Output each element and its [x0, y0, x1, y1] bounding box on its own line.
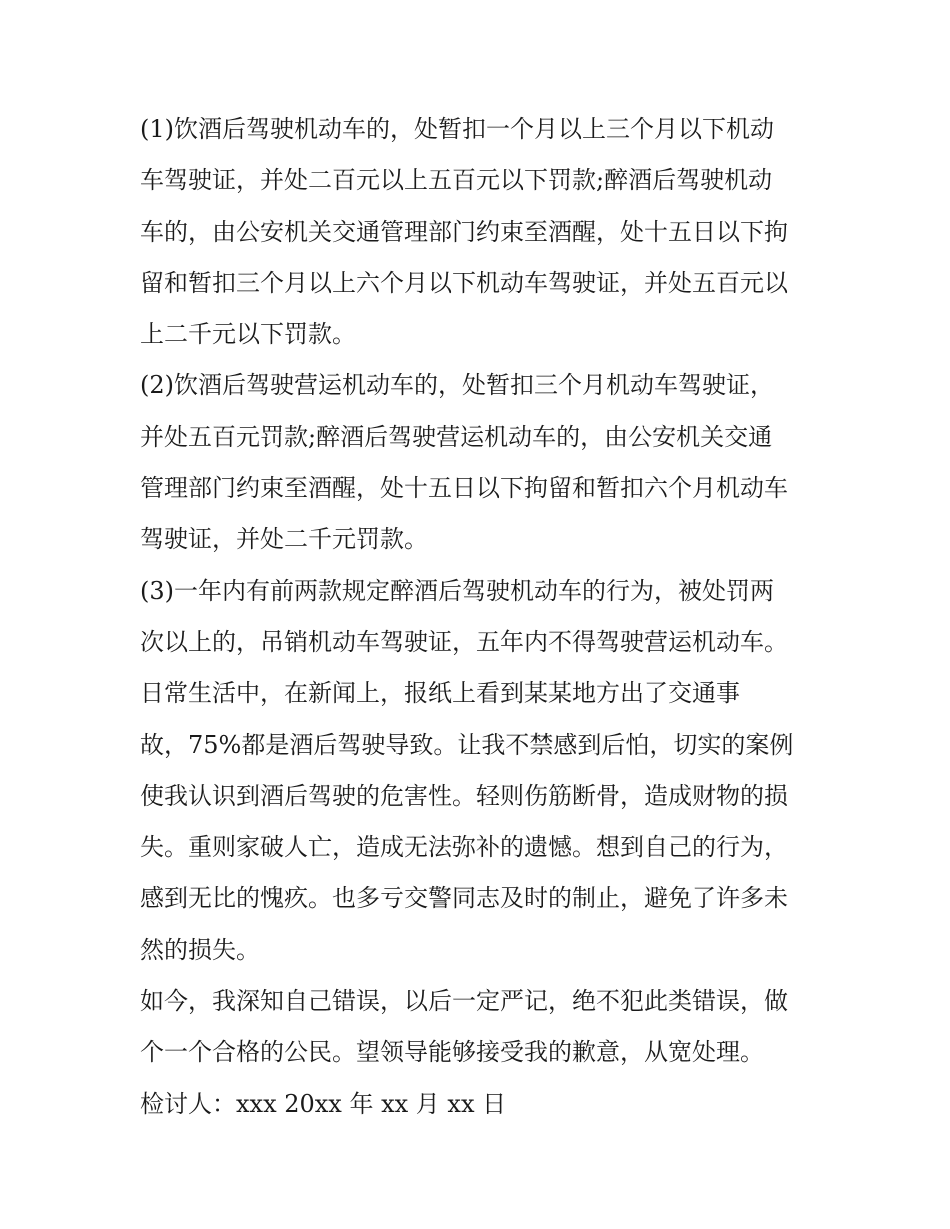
text-line: 驾驶证，并处二千元罚款。 — [140, 525, 428, 554]
text-line: 使我认识到酒后驾驶的危害性。轻则伤筋断骨，造成财物的损 — [140, 781, 788, 810]
text-line: 失。重则家破人亡，造成无法弥补的遗憾。想到自己的行为， — [140, 833, 788, 862]
text-line: 车驾驶证，并处二百元以上五百元以下罚款;醉酒后驾驶机动 — [140, 166, 773, 195]
document-body — [140, 104, 820, 1130]
text-line: 日常生活中，在新闻上，报纸上看到某某地方出了交通事 — [140, 679, 740, 708]
text-line: (1)饮酒后驾驶机动车的，处暂扣一个月以上三个月以下机动 — [140, 115, 774, 143]
text-line: (2)饮酒后驾驶营运机动车的，处暂扣三个月机动车驾驶证， — [140, 371, 774, 400]
text-line: 留和暂扣三个月以上六个月以下机动车驾驶证，并处五百元以 — [140, 268, 788, 297]
text-line: 故，75%都是酒后驾驶导致。让我不禁感到后怕，切实的案例 — [140, 730, 794, 759]
text-line: 管理部门约束至酒醒，处十五日以下拘留和暂扣六个月机动车 — [140, 474, 788, 503]
text-line: 次以上的，吊销机动车驾驶证，五年内不得驾驶营运机动车。 — [140, 627, 788, 656]
text-line: 如今，我深知自己错误，以后一定严记，绝不犯此类错误，做 — [140, 987, 788, 1016]
signature-line: 检讨人：xxx 20xx 年 xx 月 xx 日 — [140, 1089, 507, 1118]
text-line: 并处五百元罚款;醉酒后驾驶营运机动车的，由公安机关交通 — [140, 422, 773, 451]
text-line: 然的损失。 — [140, 935, 260, 964]
text-line: (3)一年内有前两款规定醉酒后驾驶机动车的行为，被处罚两 — [140, 576, 774, 605]
text-line: 感到无比的愧疚。也多亏交警同志及时的制止，避免了许多未 — [140, 884, 788, 913]
text-line: 车的，由公安机关交通管理部门约束至酒醒，处十五日以下拘 — [140, 217, 788, 246]
text-line: 上二千元以下罚款。 — [140, 320, 356, 349]
text-line: 个一个合格的公民。望领导能够接受我的歉意，从宽处理。 — [140, 1038, 764, 1067]
